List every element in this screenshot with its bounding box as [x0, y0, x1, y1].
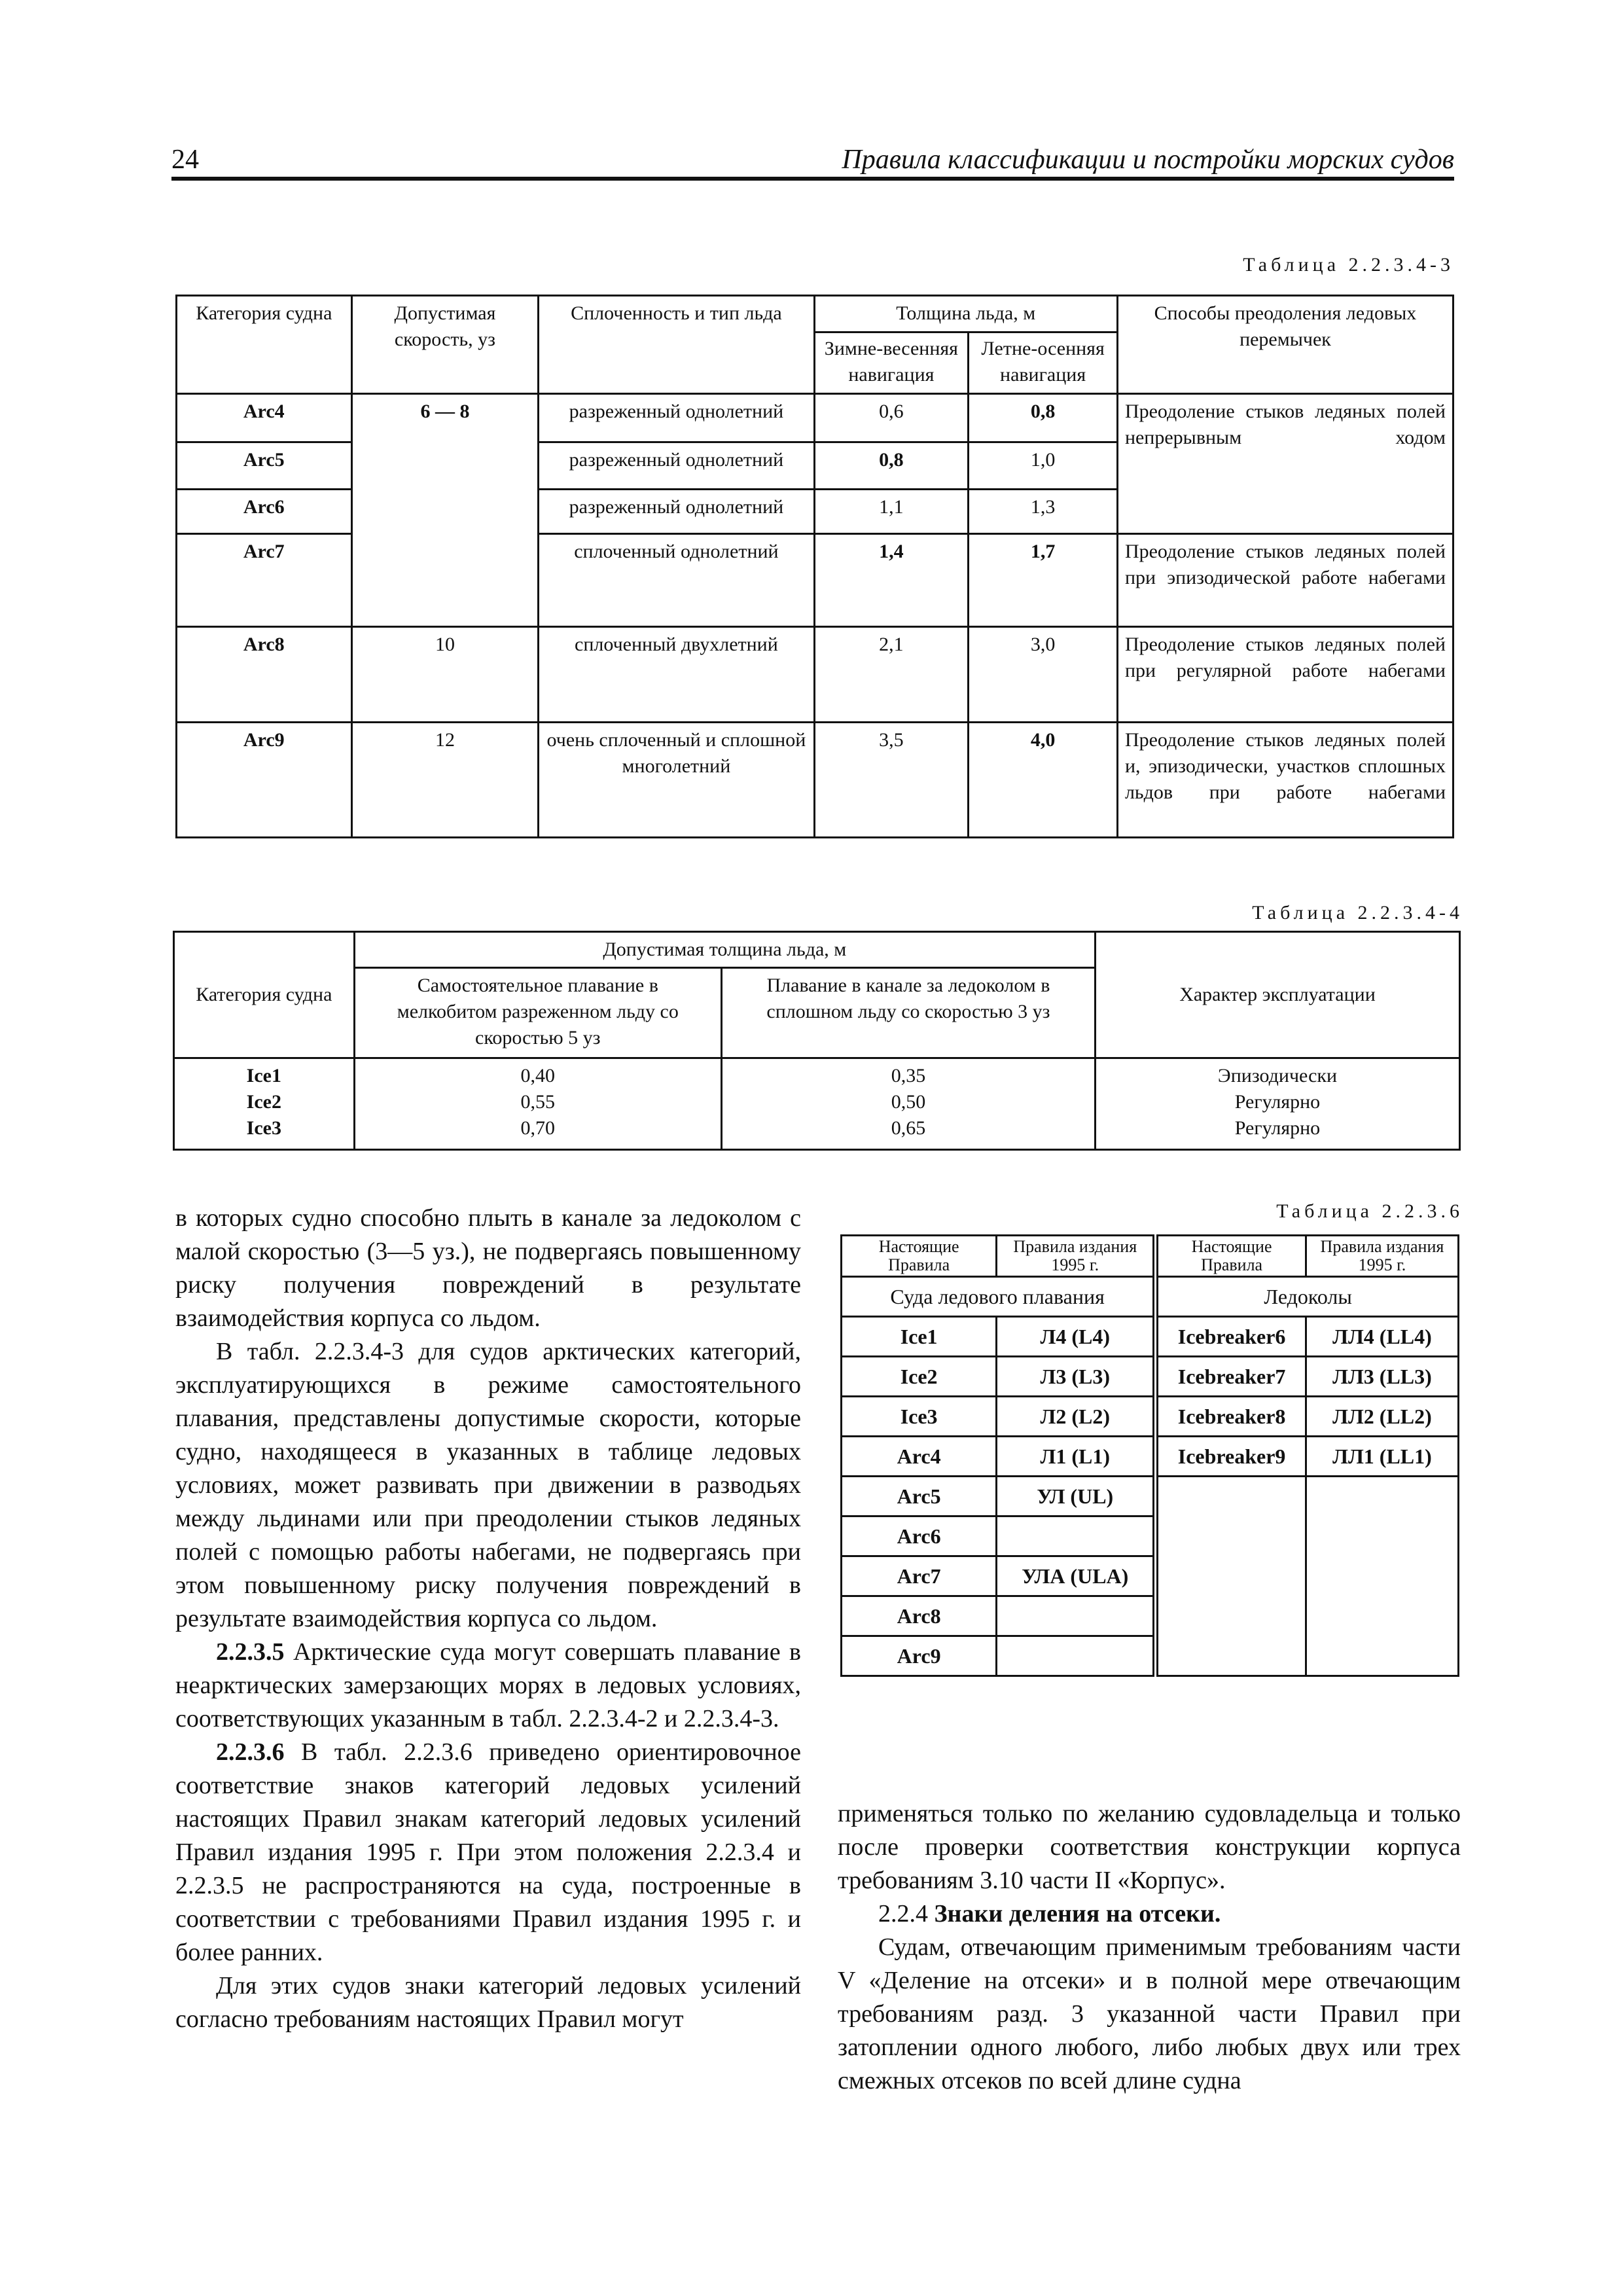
clause-text: В табл. 2.2.3.6 приведено ориентировочное соответствие знаков категорий ледовых усилений настоящих Правил знакам категорий ледовых усилений Правил издания 1995 г. При этом положения 2.2.3.4 и 2.2.3.5 не распространяются на суда, построенные в соответствии с требованиями Правил издания 1995 г. и более ранних.: [175, 1738, 801, 1966]
cell-current: Ice3: [842, 1397, 997, 1437]
cell-method: [1117, 627, 1453, 723]
cell-speed: 12: [351, 723, 539, 838]
cell-winter: 1,1: [814, 490, 969, 534]
header-thickness: Толщина льда, м: [814, 296, 1117, 332]
cell-ice: сплоченный двухлетний: [539, 627, 814, 723]
cell-winter: 1,4: [814, 534, 969, 627]
cell-current: Arc5: [842, 1477, 997, 1516]
cell-ice: разреженный однолетний: [539, 394, 814, 442]
header-summer: Летне-осенняя навигация: [969, 332, 1118, 394]
cell-summer: 1,7: [969, 534, 1118, 627]
value: 0,55: [520, 1091, 556, 1113]
table-2-2-3-6: [840, 1234, 1459, 1677]
cell-category-list: [174, 1058, 355, 1150]
cell-category: Arc8: [177, 627, 352, 723]
cell-ice: сплоченный однолетний: [539, 534, 814, 627]
table-row: [177, 627, 1454, 723]
cell-current: Ice1: [842, 1317, 997, 1357]
header-old: Правила издания 1995 г.: [1306, 1236, 1458, 1277]
group-ice-ships: Суда ледового плавания: [842, 1277, 1156, 1317]
cell-operation-list: [1095, 1058, 1459, 1150]
clause-text: Арктические суда могут совершать плавание в неарктических замерзающих морях в ледовых условиях, соответствующих указанным в табл. 2.2.3.4-2 и 2.2.3.4-3.: [175, 1638, 801, 1732]
header-category: Категория судна: [177, 296, 352, 394]
clause-number: 2.2.3.6: [216, 1738, 285, 1766]
paragraph: Для этих судов знаки категорий ледовых усилений согласно требованиям настоящих Правил могут: [175, 1972, 801, 2033]
value: 0,50: [891, 1091, 926, 1113]
table-row: [842, 1317, 1459, 1357]
method-text: Преодоление стыков ледяных полей при эпизодической работе набегами: [1124, 541, 1446, 588]
section-heading: Знаки деления на отсеки.: [928, 1900, 1221, 1928]
table-row: [842, 1397, 1459, 1437]
paragraph: В табл. 2.2.3.4-3 для судов арктических категорий, эксплуатирующихся в режиме самостоятельного плавания, представлены допустимые скорости, которые судно, находящееся в указанных в таблице ледовых условиях, может развивать при движении в разводьях между льдинами или при преодолении стыков ледяных полей с помощью работы набегами, не подвергаясь при этом повышенному риску получения повреждений в результате взаимодействия корпуса со льдом.: [175, 1338, 801, 1632]
clause-number: 2.2.4: [878, 1900, 928, 1928]
cell-ice: очень сплоченный и сплошной многолетний: [539, 723, 814, 838]
value: 0,40: [520, 1065, 556, 1086]
cell-current: Icebreaker6: [1156, 1317, 1306, 1357]
cell-old: Л1 (L1): [997, 1437, 1156, 1477]
paragraph: применяться только по желанию судовладельца и только после проверки соответствия конструкции корпуса требованиям 3.10 части II «Корпус».: [838, 1800, 1461, 1894]
value: 0,65: [891, 1117, 926, 1139]
cell-ice: разреженный однолетний: [539, 442, 814, 490]
header-winter: Зимне-весенняя навигация: [814, 332, 969, 394]
header-methods: Способы преодоления ледовых перемычек: [1117, 296, 1453, 394]
table-row: [842, 1437, 1459, 1477]
header-speed: Допустимая скорость, уз: [351, 296, 539, 394]
cell-category: Arc5: [177, 442, 352, 490]
table-caption-4-4: Таблица 2.2.3.4-4: [1252, 902, 1463, 924]
cell-category: Arc9: [177, 723, 352, 838]
empty-cell: [1156, 1477, 1306, 1676]
cell-winter: 0,6: [814, 394, 969, 442]
cell-old: [997, 1596, 1156, 1636]
cell-method: [1117, 723, 1453, 838]
cell-old: УЛ (UL): [997, 1477, 1156, 1516]
page-number: 24: [171, 145, 199, 175]
group-icebreakers: Ледоколы: [1156, 1277, 1459, 1317]
paragraph: в которых судно способно плыть в канале за ледоколом с малой скоростью (3—5 уз.), не подвергаясь повышенному риску получения повреждений в результате взаимодействия корпуса со льдом.: [175, 1204, 801, 1332]
table-row: [177, 394, 1454, 442]
clause-number: 2.2.3.5: [216, 1638, 285, 1666]
cell-old: Л4 (L4): [997, 1317, 1156, 1357]
header-category: Категория судна: [174, 932, 355, 1058]
cell-old: [997, 1636, 1156, 1676]
cell-old: ЛЛ4 (LL4): [1306, 1317, 1458, 1357]
method-text: Преодоление стыков ледяных полей при регулярной работе набегами: [1124, 634, 1446, 681]
cell-old: Л3 (L3): [997, 1357, 1156, 1397]
cell-summer: 1,3: [969, 490, 1118, 534]
header-rule: [171, 177, 1454, 181]
header-escort: Плавание в канале за ледоколом в сплошном льду со скоростью 3 уз: [721, 968, 1095, 1058]
cell-speed: 6 — 8: [351, 394, 539, 627]
value: Регулярно: [1234, 1117, 1321, 1139]
header-old: Правила издания 1995 г.: [997, 1236, 1156, 1277]
cell-old: УЛА (ULA): [997, 1556, 1156, 1596]
running-title: Правила классификации и постройки морских судов: [842, 145, 1454, 175]
cell-summer: 4,0: [969, 723, 1118, 838]
cell-winter: 0,8: [814, 442, 969, 490]
cell-old: ЛЛ3 (LL3): [1306, 1357, 1458, 1397]
cell-summer: 0,8: [969, 394, 1118, 442]
table-row: [174, 1058, 1460, 1150]
cell-summer: 3,0: [969, 627, 1118, 723]
cell-old: ЛЛ2 (LL2): [1306, 1397, 1458, 1437]
table-row: [842, 1357, 1459, 1397]
cell-method: [1117, 534, 1453, 627]
cat-ice1: Ice1: [246, 1065, 281, 1086]
cell-summer: 1,0: [969, 442, 1118, 490]
cell-category: Arc6: [177, 490, 352, 534]
cell-ice: разреженный однолетний: [539, 490, 814, 534]
header-current: Настоящие Правила: [1156, 1236, 1306, 1277]
cell-independent-list: [354, 1058, 721, 1150]
table-2-2-3-4-4: [173, 931, 1461, 1151]
cell-current: Arc4: [842, 1437, 997, 1477]
cat-ice2: Ice2: [246, 1091, 281, 1113]
cell-category: Arc7: [177, 534, 352, 627]
table-row: [842, 1477, 1459, 1516]
value: Эпизодически: [1217, 1065, 1338, 1086]
cell-winter: 3,5: [814, 723, 969, 838]
cell-current: Arc9: [842, 1636, 997, 1676]
table-caption-6: Таблица 2.2.3.6: [1276, 1200, 1463, 1222]
cell-current: Icebreaker9: [1156, 1437, 1306, 1477]
empty-cell: [1306, 1477, 1458, 1676]
table-caption-4-3: Таблица 2.2.3.4-3: [1243, 254, 1454, 276]
header-thickness: Допустимая толщина льда, м: [354, 932, 1095, 968]
cell-speed: 10: [351, 627, 539, 723]
header-current: Настоящие Правила: [842, 1236, 997, 1277]
header-operation: Характер эксплуатации: [1095, 932, 1459, 1058]
cell-current: Arc8: [842, 1596, 997, 1636]
method-text: Преодоление стыков ледяных полей непрерывным ходом: [1124, 401, 1446, 448]
value: 0,35: [891, 1065, 926, 1086]
cell-current: Icebreaker8: [1156, 1397, 1306, 1437]
cell-current: Icebreaker7: [1156, 1357, 1306, 1397]
table-2-2-3-4-3: [175, 295, 1454, 838]
value: 0,70: [520, 1117, 556, 1139]
cell-escort-list: [721, 1058, 1095, 1150]
paragraph: Судам, отвечающим применимым требованиям части V «Деление на отсеки» и в полной мере отвечающим требованиям разд. 3 указанной части Правил при затоплении одного любого, либо любых двух или трех смежных отсеков по всей длине судна: [838, 1933, 1461, 2094]
paragraph: [175, 1736, 801, 1969]
header-ice-type: Сплоченность и тип льда: [539, 296, 814, 394]
cell-old: [997, 1516, 1156, 1556]
cell-winter: 2,1: [814, 627, 969, 723]
cell-category: Arc4: [177, 394, 352, 442]
cell-current: Arc7: [842, 1556, 997, 1596]
paragraph: [838, 1897, 1461, 1931]
table-row: [177, 723, 1454, 838]
cat-ice3: Ice3: [246, 1117, 281, 1139]
cell-current: Ice2: [842, 1357, 997, 1397]
value: Регулярно: [1234, 1091, 1321, 1113]
cell-old: Л2 (L2): [997, 1397, 1156, 1437]
right-column-text: [838, 1797, 1461, 2098]
cell-method: [1117, 394, 1453, 534]
cell-current: Arc6: [842, 1516, 997, 1556]
header-independent: Самостоятельное плавание в мелкобитом разреженном льду со скоростью 5 уз: [354, 968, 721, 1058]
method-text: Преодоление стыков ледяных полей и, эпизодически, участков сплошных льдов при работе набегами: [1124, 729, 1446, 803]
paragraph: [175, 1636, 801, 1736]
cell-old: ЛЛ1 (LL1): [1306, 1437, 1458, 1477]
left-column-text: [175, 1202, 801, 2036]
